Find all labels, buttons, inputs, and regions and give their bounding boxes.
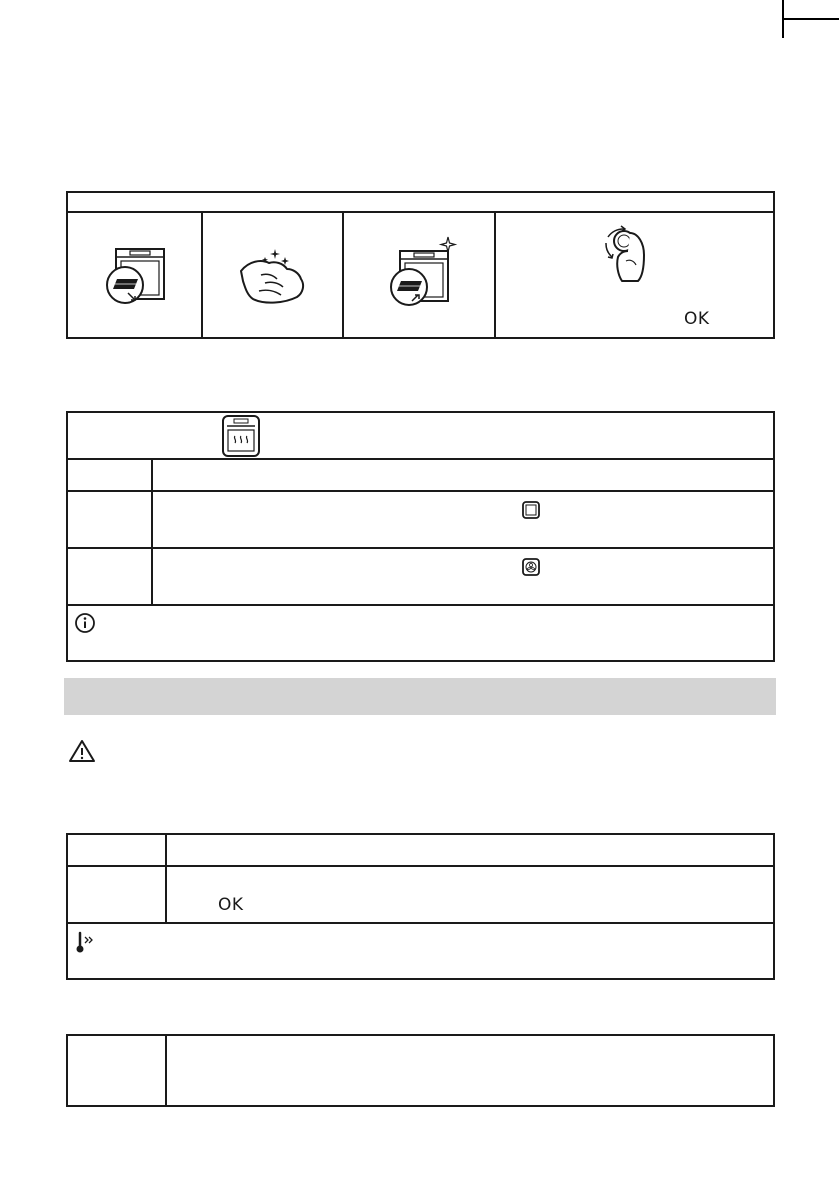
row-content-cell [152, 491, 774, 548]
info-row [67, 605, 774, 661]
row-label-cell [67, 491, 152, 548]
row-content-cell [166, 866, 774, 923]
section-heading-bar [64, 678, 776, 715]
crop-mark-horizontal [784, 18, 839, 20]
steam-function-table [66, 411, 775, 662]
row-label-cell [67, 459, 152, 491]
steam-oven-icon [221, 414, 261, 458]
row-content-cell [152, 459, 774, 491]
row-content-cell [166, 1035, 774, 1106]
step-cell-2 [202, 212, 343, 338]
step-cell-1 [67, 212, 202, 338]
warning-icon [67, 738, 97, 764]
step-cell-4 [495, 212, 774, 338]
procedure-table [66, 833, 775, 980]
step-cell-3 [343, 212, 495, 338]
row-content-cell [166, 834, 774, 866]
oven-insert-rack-icon [344, 213, 494, 337]
heat-indicator-icon [74, 930, 96, 956]
table-header-row [67, 192, 774, 212]
row-label-cell [67, 834, 166, 866]
oven-function-icon [521, 500, 541, 520]
info-icon [74, 612, 96, 634]
fan-function-icon [521, 557, 541, 577]
row-label-cell [67, 548, 152, 605]
ok-label: OK [218, 895, 244, 915]
rotary-knob-hand-icon [496, 213, 773, 337]
heat-info-row [67, 923, 774, 979]
row-content-cell [152, 548, 774, 605]
ok-label: OK [684, 309, 710, 329]
cleaning-steps-table [66, 191, 775, 339]
oven-remove-rack-icon [68, 213, 202, 337]
final-step-table [66, 1034, 775, 1107]
hand-cleaning-icon [203, 213, 343, 337]
row-label-cell [67, 866, 166, 923]
function-header-row [67, 412, 774, 459]
row-label-cell [67, 1035, 166, 1106]
